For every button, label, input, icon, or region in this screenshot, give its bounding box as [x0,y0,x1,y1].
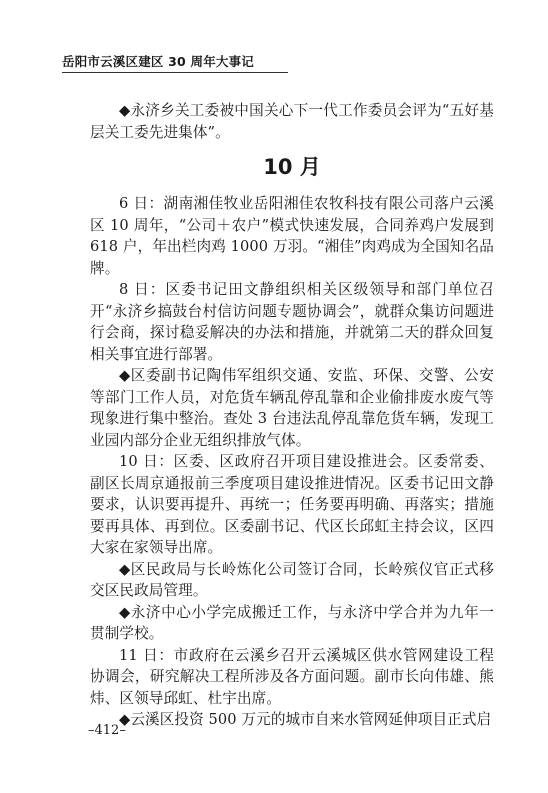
running-header-title: 岳阳市云溪区建区 30 周年大事记 [62,54,254,69]
paragraph-oct-10: 10 日：区委、区政府召开项目建设推进会。区委常委、副区长周京通报前三季度项目建设推进情况。区委书记田文静要求，认识要再提升、再统一；任务要再明确、再落实；措施要再具体、再到位。区委副书记、代区长邱虹主持会议，区四大家在家领导出席。 [90,453,494,556]
paragraph-oct-11: 11 日：市政府在云溪乡召开云溪城区供水管网建设工程协调会，研究解决工程所涉及各方面问题。副市长向伟雄、熊炜、区领导邱虹、杜宇出席。 [90,646,494,707]
paragraph-oct-6: 6 日：湖南湘佳牧业岳阳湘佳农牧科技有限公司落户云溪区 10 周年，“公司＋农户”模式快速发展，合同养鸡户发展到 618 户，年出栏肉鸡 1000 万羽。“湘佳”肉鸡成为全国知名品牌。 [90,195,494,277]
paragraph-oct-11-water-pipe: ◆云溪区投资 500 万元的城市自来水管网延伸项目正式启 [119,711,492,728]
page-number: –412– [88,723,126,738]
paragraph-guanggongwei-award: ◆永济乡关工委被中国关心下一代工作委员会评为“五好基层关工委先进集体”。 [90,102,494,141]
paragraph-oct-8-rectification: ◆区委副书记陶伟军组织交通、安监、环保、交警、公安等部门工作人员，对危货车辆乱停乱靠和企业偷排废水废气等现象进行集中整治。查处 3 台违法乱停乱靠危货车辆，发现工业园内部分企业无组织排放气体。 [90,367,494,449]
paragraph-oct-8: 8 日：区委书记田文静组织相关区级领导和部门单位召开“永济乡搞鼓台村信访问题专题协调会”，就群众集访问题进行会商，探讨稳妥解决的办法和措施，并就第二天的群众回复相关事宜进行部署。 [90,281,494,363]
paragraph-oct-10-civil-affairs: ◆区民政局与长岭炼化公司签订合同，长岭殡仪官正式移交区民政局管理。 [90,560,494,599]
body-text [90,100,494,731]
header-rule [62,72,288,73]
paragraph-oct-10-school: ◆永济中心小学完成搬迁工作，与永济中学合并为九年一贯制学校。 [90,603,494,642]
month-heading: 10 月 [263,155,321,179]
